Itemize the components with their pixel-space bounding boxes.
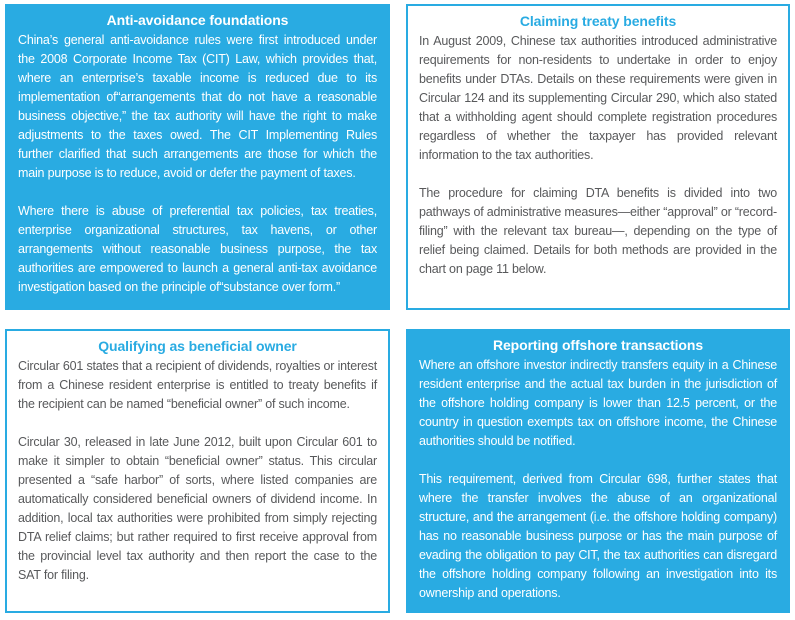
- box-title: Anti-avoidance foundations: [106, 12, 289, 28]
- box-paragraph: Where an offshore investor indirectly transfers equity in a Chinese resident enterprise and the actual tax burden in the jurisdiction of the offshore holding company is lower than 12.5 percent, or the country in question exempts tax on offshore income, the Chinese authorities should be notified.: [419, 358, 777, 448]
- box-paragraph: Circular 30, released in late June 2012, built upon Circular 601 to make it simpler to obtain “beneficial owner” status. This circular presented a “safe harbor” of sorts, where listed companies are automatically considered beneficial owners of dividend income. In addition, local tax authorities were prohibited from simply rejecting DTA relief claims; but rather required to first receive approval from the provincial level tax authority and then report the case to the SAT for filing.: [18, 435, 377, 582]
- info-box-reporting-offshore-transactions: [406, 329, 790, 613]
- box-paragraph: China’s general anti-avoidance rules were first introduced under the 2008 Corporate Income Tax (CIT) Law, which provides that, where an enterprise’s taxable income is reduced due to its implementation of“arrangements that do not have a reasonable business objective,” the tax authority will have the right to make adjustments to the taxes owed. The CIT Implementing Rules further clarified that such arrangements are those for which the main purpose is to reduce, avoid or defer the payment of taxes.: [18, 33, 377, 180]
- box-paragraph: Where there is abuse of preferential tax policies, tax treaties, enterprise organizational structures, tax havens, or other arrangements without reasonable business purpose, the tax authorities are empowered to launch a general anti-tax avoidance investigation based on the principle of“substance over form.”: [18, 204, 377, 294]
- box-title: Reporting offshore transactions: [492, 337, 704, 353]
- box-paragraph: This requirement, derived from Circular 698, further states that where the transfer involves the abuse of an organizational structure, and the arrangement (i.e. the offshore holding company) has no reasonable business purpose or has the main purpose of evading the obligation to pay CIT, the tax authorities can disregard the offshore holding company following an investigation into its ownership and operations.: [419, 472, 777, 600]
- info-box-anti-avoidance-foundations: [5, 4, 390, 310]
- box-title: Qualifying as beneficial owner: [98, 338, 297, 354]
- info-box-qualifying-as-beneficial-owner: [5, 329, 390, 613]
- box-paragraph: Circular 601 states that a recipient of dividends, royalties or interest from a Chinese resident enterprise is entitled to treaty benefits if the recipient can be named “beneficial owner” of such income.: [18, 359, 377, 411]
- box-title: Claiming treaty benefits: [519, 13, 677, 29]
- box-paragraph: In August 2009, Chinese tax authorities introduced administrative requirements for non-residents to undertake in order to enjoy benefits under DTAs. Details on these requirements were given in Circular 124 and its supplementing Circular 290, which also stated that a withholding agent should complete registration procedures regardless of whether the taxpayer has provided relevant information to the tax authorities.: [419, 34, 777, 162]
- info-box-claiming-treaty-benefits: [406, 4, 790, 310]
- box-paragraph: The procedure for claiming DTA benefits is divided into two pathways of administrative measures—either “approval” or “record-filing” with the relevant tax bureau—, depending on the type of relief being claimed. Details for both methods are provided in the chart on page 11 below.: [419, 186, 777, 276]
